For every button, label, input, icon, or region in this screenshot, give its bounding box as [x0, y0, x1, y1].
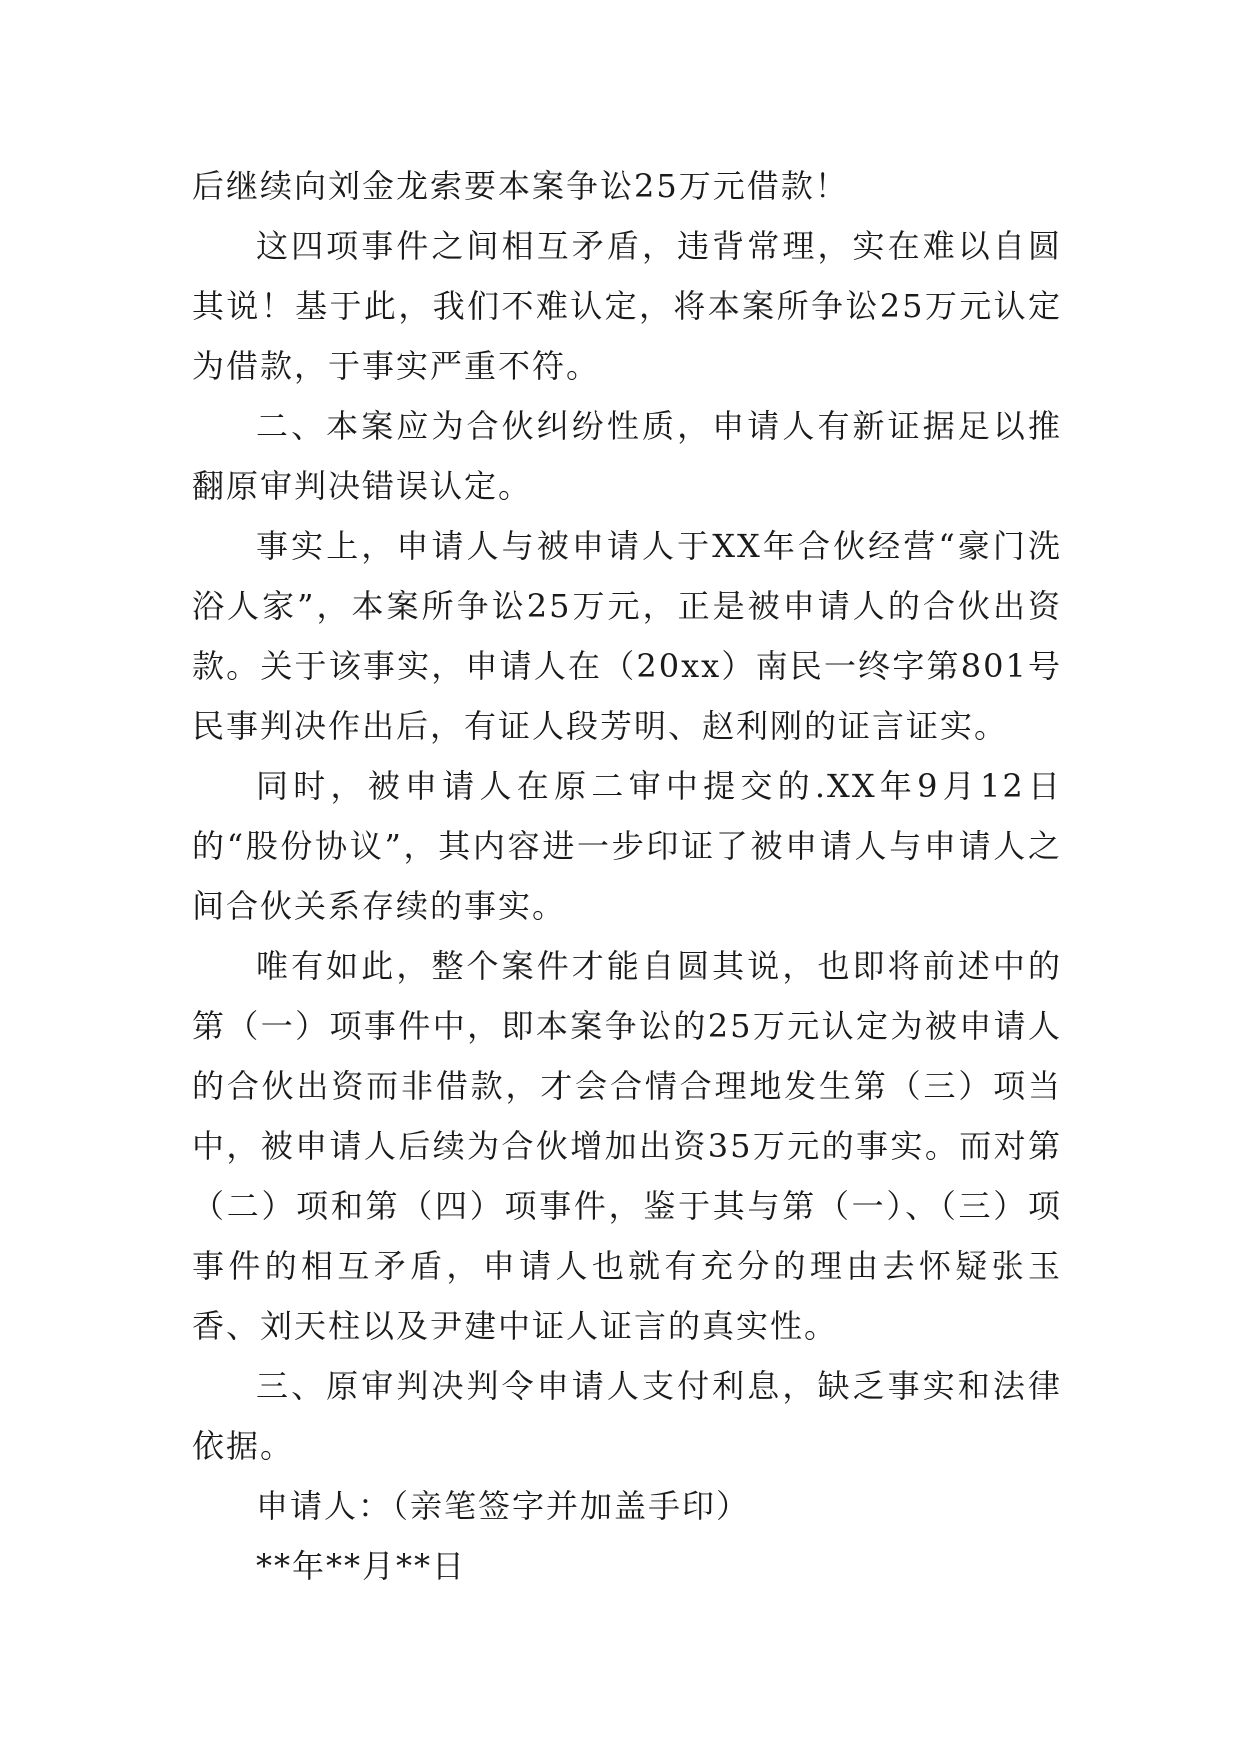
paragraph-reasoning: 唯有如此，整个案件才能自圆其说，也即将前述中的第（一）项事件中，即本案争讼的25万元认定为被申请人的合伙出资而非借款，才会合情合理地发生第（三）项当中，被申请人后续为合伙增加出资35万元的事实。而对第（二）项和第（四）项事件，鉴于其与第（一）、（三）项事件的相互矛盾，申请人也就有充分的理由去怀疑张玉香、刘天柱以及尹建中证人证言的真实性。 — [192, 947, 1062, 1345]
paragraph-section-three-heading: 三、原审判决判令申请人支付利息，缺乏事实和法律依据。 — [192, 1367, 1062, 1465]
paragraph-section-two-heading: 二、本案应为合伙纠纷性质，申请人有新证据足以推翻原审判决错误认定。 — [192, 407, 1062, 505]
applicant-signature-line: 申请人：（亲笔签字并加盖手印） — [256, 1487, 751, 1525]
document-body — [192, 156, 1062, 1596]
paragraph-continuation: 后继续向刘金龙索要本案争讼25万元借款！ — [192, 167, 849, 205]
paragraph-contradiction: 这四项事件之间相互矛盾，违背常理，实在难以自圆其说！基于此，我们不难认定，将本案所争讼25万元认定为借款，于事实严重不符。 — [192, 227, 1062, 385]
paragraph-partnership-fact: 事实上，申请人与被申请人于XX年合伙经营“豪门洗浴人家”，本案所争讼25万元，正是被申请人的合伙出资款。关于该事实，申请人在（20xx）南民一终字第801号民事判决作出后，有证人段芳明、赵利刚的证言证实。 — [192, 527, 1062, 745]
paragraph-share-agreement: 同时，被申请人在原二审中提交的.XX年9月12日的“股份协议”，其内容进一步印证了被申请人与申请人之间合伙关系存续的事实。 — [192, 767, 1062, 925]
signature-date: **年**月**日 — [256, 1547, 467, 1585]
